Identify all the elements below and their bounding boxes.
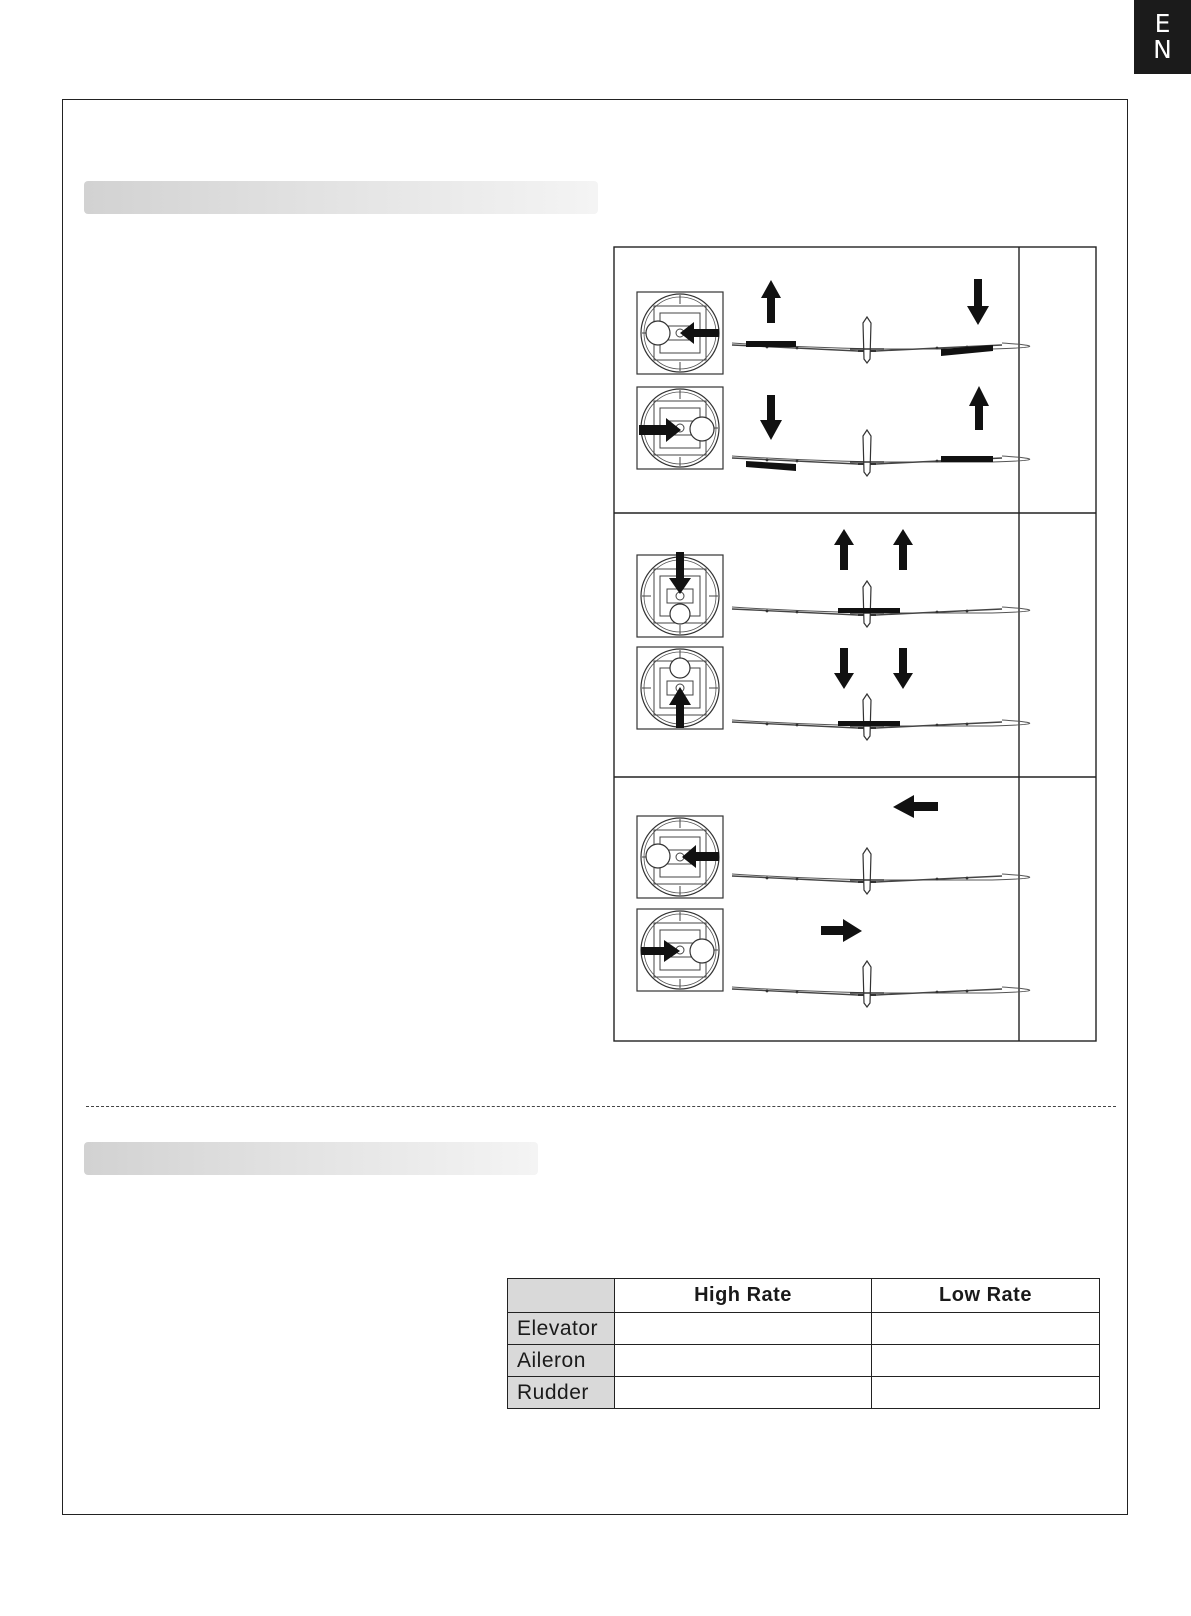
rates-table-header-low: Low Rate [872,1279,1100,1313]
arrow-icon [834,648,854,689]
transmitter-stick-icon [637,552,723,637]
glider-top-view-icon [732,317,1030,363]
table-row [508,1377,1100,1409]
rates-table-corner-cell [508,1279,615,1313]
row-label-rudder: Rudder [508,1377,615,1409]
left-aileron-marker [746,461,796,471]
table-row [508,1313,1100,1345]
arrow-icon [821,919,862,942]
language-tab-line2: N [1153,35,1172,64]
arrow-icon [834,529,854,570]
rudder-high-rate-cell [615,1377,872,1409]
rates-table [507,1278,1100,1409]
elevator-high-rate-cell [615,1313,872,1345]
row-label-elevator: Elevator [508,1313,615,1345]
arrow-icon [893,529,913,570]
elevator-marker [838,721,900,726]
aileron-low-rate-cell [872,1345,1100,1377]
transmitter-stick-icon [637,387,723,469]
transmitter-stick-icon [637,292,723,374]
arrow-icon [969,386,989,430]
glider-top-view-icon [732,848,1030,894]
language-tab-line1: E [1154,9,1171,38]
right-aileron-marker [941,456,993,462]
glider-top-view-icon [732,581,1030,627]
rates-table-header-row [508,1279,1100,1313]
arrow-icon [761,280,781,323]
left-aileron-marker [746,341,796,347]
arrow-icon [967,279,989,325]
row-label-aileron: Aileron [508,1345,615,1377]
glider-top-view-icon [732,961,1030,1007]
elevator-low-rate-cell [872,1313,1100,1345]
transmitter-stick-icon [637,909,723,991]
arrow-icon [893,648,913,689]
glider-top-view-icon [732,694,1030,740]
transmitter-stick-icon [637,816,723,898]
aileron-high-rate-cell [615,1345,872,1377]
transmitter-stick-icon [637,647,723,729]
arrow-icon [760,395,782,440]
elevator-marker [838,608,900,613]
rudder-low-rate-cell [872,1377,1100,1409]
arrow-icon [893,795,938,818]
rates-table-header-high: High Rate [615,1279,872,1313]
table-row [508,1345,1100,1377]
